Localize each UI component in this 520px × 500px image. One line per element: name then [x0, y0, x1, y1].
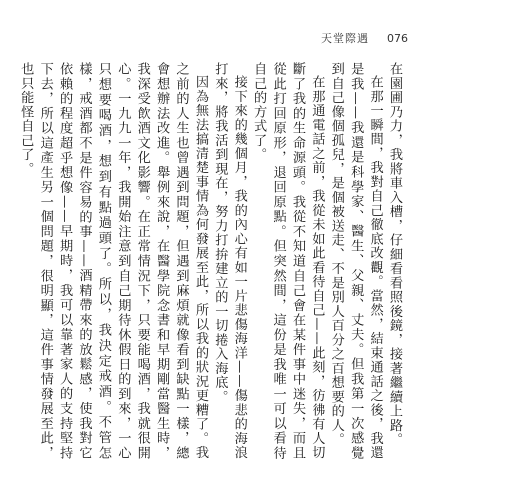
paragraph-5: 因為無法搞清楚事情為何發展至此，所以我的狀況更糟了。我之前的人生也曾遇到問題，但遇到麻煩就像看到缺點一樣，總會想辦法改進。舉例來說，在醫學院念書和早期剛當醫生時，我深受飲酒文化影響。在正常情況下，只要能喝酒，我就很開心。一九九一年，我開始注意到自己期待休假日的到來，一心只想要喝酒，想到有點過頭了。所以，我決定戒酒。不管怎樣，戒酒都不是件容易的事——酒精帶來的放鬆感，使我對它依賴的程度超乎想像——早期時，我可以靠著家人的支持堅持下去，所以這產生另一個問題，很明顯，這件事情發展至此，也只能怪自己了。: [18, 62, 208, 460]
book-title: 天堂際遇: [321, 32, 369, 45]
page-number: 076: [387, 32, 408, 45]
running-header: [321, 30, 408, 46]
paragraph-3: 在那通電話之前，我從未如此看待自己——此刻，彷彿有人切斷了我的生命源頭。我從不知道自己會在某件事中迷失，而且從此打回原形，退回原點。但突然間，這份是我唯一可以看待自己的方式了。: [251, 62, 325, 460]
paragraph-1: 在園圃乃力，我將車入槽，仔細看看照後鏡，接著繼續上路。: [387, 62, 402, 447]
paragraph-2: 在那一瞬間，我對自己徹底改觀。當然，結束通話之後，我還是我——我還是科學家、醫生、父親、丈夫。但我第一次感覺到自己像個孤兒，是個被送走、不是別人百分之百想要的人。: [328, 62, 383, 460]
body-text: [16, 62, 404, 460]
paragraph-4: 接下來的幾個月，我的內心有如一片悲傷海洋——傷悲的海浪打來，將我活到現在，努力打拚建立的一切捲入海底。: [212, 62, 247, 460]
